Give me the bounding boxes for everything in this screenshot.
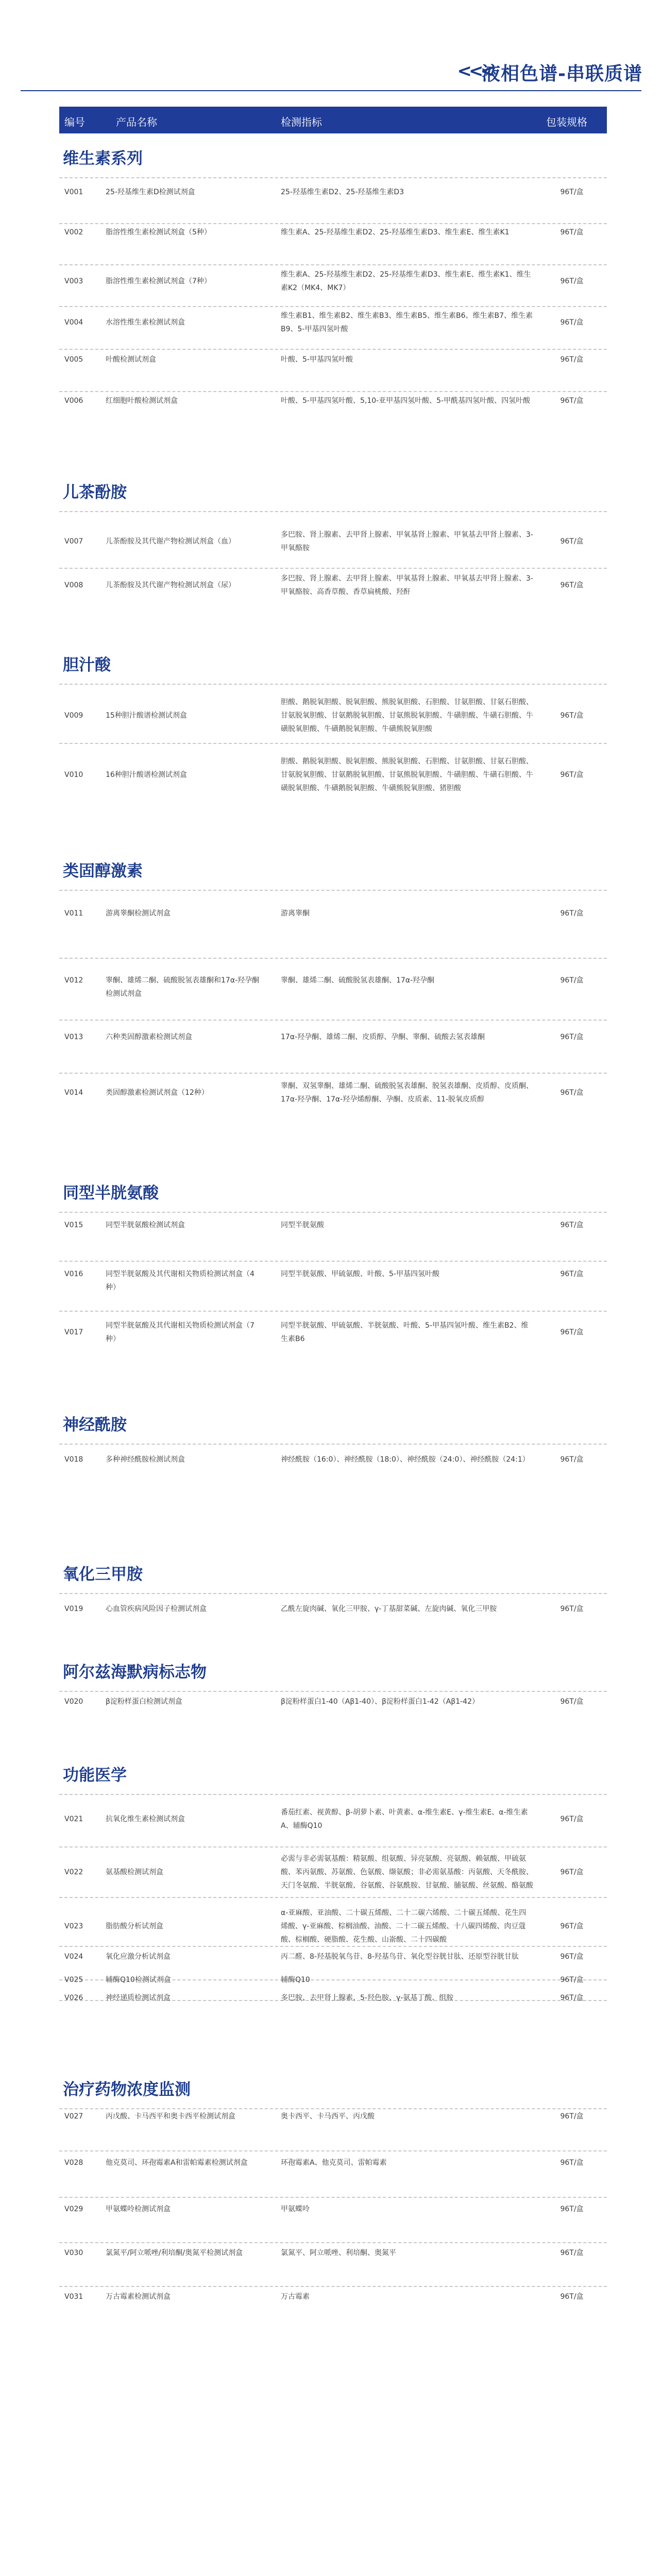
product-name: 同型半胱氨酸检测试剂盒 xyxy=(106,1221,185,1229)
row-divider xyxy=(59,958,607,959)
package-spec: 96T/盒 xyxy=(560,2205,584,2213)
test-items: 神经酰胺（16:0）、神经酰胺（18:0）、神经酰胺（24:0）、神经酰胺（24:1） xyxy=(281,1455,530,1464)
product-name: 25-羟基维生素D检测试剂盒 xyxy=(106,188,195,196)
row-divider xyxy=(59,2197,607,2198)
product-name: 游离睾酮检测试剂盒 xyxy=(106,909,171,918)
section-divider xyxy=(59,1593,607,1594)
product-code: V005 xyxy=(64,355,83,364)
test-items: 甲氨蝶呤 xyxy=(281,2205,310,2213)
test-items: 奥卡西平、卡马西平、丙戊酸 xyxy=(281,2112,375,2121)
package-spec: 96T/盒 xyxy=(560,1455,584,1464)
test-items: 维生素A、25-羟基维生素D2、25-羟基维生素D3、维生素E、维生素K1、维生素K2（MK4、MK7） xyxy=(281,270,531,292)
package-spec: 96T/盒 xyxy=(560,771,584,779)
product-name: 心血管疾病风险因子检测试剂盒 xyxy=(106,1605,207,1613)
product-code: V022 xyxy=(64,1868,83,1876)
product-name: 多种神经酰胺检测试剂盒 xyxy=(106,1455,185,1464)
product-name: 脂溶性维生素检测试剂盒（7种） xyxy=(106,277,211,285)
product-name: 辅酶Q10检测试剂盒 xyxy=(106,1976,171,1984)
product-code: V003 xyxy=(64,277,83,285)
section-divider xyxy=(59,1212,607,1213)
product-code: V006 xyxy=(64,397,83,405)
package-spec: 96T/盒 xyxy=(560,976,584,985)
product-name: 万古霉素检测试剂盒 xyxy=(106,2293,171,2301)
test-items: 多巴胺、肾上腺素、去甲肾上腺素、甲氧基肾上腺素、甲氧基去甲肾上腺素、3-甲氧酪胺、高香草酸、香草扁桃酸、羟酐 xyxy=(281,574,533,596)
product-name: 类固醇激素检测试剂盒（12种） xyxy=(106,1089,209,1097)
row-divider xyxy=(59,2242,607,2243)
test-items: 25-羟基维生素D2、25-羟基维生素D3 xyxy=(281,188,404,196)
product-code: V008 xyxy=(64,581,83,589)
product-name: 同型半胱氨酸及其代谢相关物质检测试剂盒（4种） xyxy=(106,1270,254,1292)
package-spec: 96T/盒 xyxy=(560,1953,584,1961)
product-name: 红细胞叶酸检测试剂盒 xyxy=(106,397,178,405)
row-divider xyxy=(59,391,607,392)
product-code: V031 xyxy=(64,2293,83,2301)
product-code: V023 xyxy=(64,1922,83,1930)
package-spec: 96T/盒 xyxy=(560,1605,584,1613)
test-items: 维生素A、25-羟基维生素D2、25-羟基维生素D3、维生素E、维生素K1 xyxy=(281,228,510,236)
product-code: V010 xyxy=(64,771,83,779)
product-code: V001 xyxy=(64,188,83,196)
section-title: 治疗药物浓度监测 xyxy=(63,2080,191,2099)
test-items: 乙酰左旋肉碱、氧化三甲胺、γ-丁基甜菜碱、左旋肉碱、氧化三甲胺 xyxy=(281,1605,497,1613)
product-code: V009 xyxy=(64,711,83,720)
section-title: 氧化三甲胺 xyxy=(63,1565,143,1584)
test-items: 叶酸、5-甲基四氢叶酸、5,10-亚甲基四氢叶酸、5-甲酰基四氢叶酸、四氢叶酸 xyxy=(281,397,531,405)
product-name: 他克莫司、环孢霉素A和雷帕霉素检测试剂盒 xyxy=(106,2159,248,2167)
product-code: V013 xyxy=(64,1033,83,1041)
product-code: V021 xyxy=(64,1815,83,1823)
section-divider xyxy=(59,684,607,685)
product-code: V024 xyxy=(64,1953,83,1961)
package-spec: 96T/盒 xyxy=(560,537,584,546)
section-title: 神经酰胺 xyxy=(63,1416,127,1434)
test-items: 叶酸、5-甲基四氢叶酸 xyxy=(281,355,353,364)
section-divider xyxy=(59,2108,607,2109)
test-items: 多巴胺、肾上腺素、去甲肾上腺素、甲氧基肾上腺素、甲氧基去甲肾上腺素、3-甲氧酪胺 xyxy=(281,531,533,552)
header-item: 检测指标 xyxy=(281,116,322,128)
package-spec: 96T/盒 xyxy=(560,397,584,405)
section-divider xyxy=(59,1794,607,1795)
product-name: 儿茶酚胺及其代谢产物检测试剂盒（尿） xyxy=(106,581,235,589)
product-code: V007 xyxy=(64,537,83,546)
test-items: 辅酶Q10 xyxy=(281,1976,310,1984)
product-code: V027 xyxy=(64,2112,83,2121)
row-divider xyxy=(59,1261,607,1262)
test-items: 睾酮、雄烯二酮、硫酸脱氢表雄酮、17α-羟孕酮 xyxy=(281,976,435,985)
test-items: 必需与非必需氨基酸：精氨酸、组氨酸、异亮氨酸、亮氨酸、赖氨酸、甲硫氨酸、苯丙氨酸、苏氨酸、色氨酸、缬氨酸；非必需氨基酸：丙氨酸、天冬酰胺、天门冬氨酸、半胱氨酸、谷氨酸、谷氨酰胺、甘氨酸、脯氨酸、丝氨酸、酪氨酸 xyxy=(281,1855,533,1890)
package-spec: 96T/盒 xyxy=(560,1994,584,2002)
product-code: V028 xyxy=(64,2159,83,2167)
row-divider xyxy=(59,1846,607,1848)
test-items: 游离睾酮 xyxy=(281,909,310,918)
test-items: 氯氮平、阿立哌唑、利培酮、奥氮平 xyxy=(281,2249,396,2257)
package-spec: 96T/盒 xyxy=(560,1815,584,1823)
test-items: 同型半胱氨酸、甲硫氨酸、半胱氨酸、叶酸、5-甲基四氢叶酸、维生素B2、维生素B6 xyxy=(281,1321,529,1343)
package-spec: 96T/盒 xyxy=(560,188,584,196)
package-spec: 96T/盒 xyxy=(560,1221,584,1229)
product-code: V015 xyxy=(64,1221,83,1229)
test-items: β淀粉样蛋白1-40（Aβ1-40）、β淀粉样蛋白1-42（Aβ1-42） xyxy=(281,1698,479,1706)
package-spec: 96T/盒 xyxy=(560,2112,584,2121)
package-spec: 96T/盒 xyxy=(560,355,584,364)
row-divider xyxy=(59,1020,607,1021)
test-items: 17α-羟孕酮、雄烯二酮、皮质醇、孕酮、睾酮、硫酸去氢表雄酮 xyxy=(281,1033,485,1041)
product-code: V019 xyxy=(64,1605,83,1613)
header-divider xyxy=(21,90,641,91)
product-code: V030 xyxy=(64,2249,83,2257)
section-divider xyxy=(59,511,607,512)
row-divider xyxy=(59,264,607,265)
package-spec: 96T/盒 xyxy=(560,318,584,327)
test-items: 多巴胺、去甲肾上腺素、5-羟色胺、γ-氨基丁酸、组胺 xyxy=(281,1994,454,2002)
product-code: V014 xyxy=(64,1089,83,1097)
section-divider xyxy=(59,890,607,891)
product-code: V029 xyxy=(64,2205,83,2213)
product-code: V026 xyxy=(64,1994,83,2002)
row-divider xyxy=(59,1073,607,1074)
product-name: 15种胆汁酸谱检测试剂盒 xyxy=(106,711,187,720)
table-header xyxy=(59,107,607,133)
header-code: 编号 xyxy=(64,116,85,128)
product-code: V025 xyxy=(64,1976,83,1984)
product-name: 脂溶性维生素检测试剂盒（5种） xyxy=(106,228,211,236)
section-title: 阿尔兹海默病标志物 xyxy=(63,1663,207,1682)
package-spec: 96T/盒 xyxy=(560,909,584,918)
package-spec: 96T/盒 xyxy=(560,1976,584,1984)
product-name: 同型半胱氨酸及其代谢相关物质检测试剂盒（7种） xyxy=(106,1321,254,1343)
product-name: β淀粉样蛋白检测试剂盒 xyxy=(106,1698,182,1706)
test-items: 同型半胱氨酸、甲硫氨酸、叶酸、5-甲基四氢叶酸 xyxy=(281,1270,439,1278)
test-items: 睾酮、双氢睾酮、雄烯二酮、硫酸脱氢表雄酮、脱氢表雄酮、皮质醇、皮质酮、17α-羟孕酮、17α-羟孕烯醇酮、孕酮、皮质素、11-脱氧皮质醇 xyxy=(281,1082,533,1104)
test-items: 万古霉素 xyxy=(281,2293,310,2301)
row-divider xyxy=(59,1897,607,1898)
section-divider xyxy=(59,1691,607,1692)
product-name: 六种类固醇激素检测试剂盒 xyxy=(106,1033,192,1041)
test-items: 番茄红素、视黄醇、β-胡萝卜素、叶黄素、α-维生素E、γ-维生素E、α-维生素A、辅酶Q10 xyxy=(281,1808,528,1830)
product-name: 脂肪酸分析试剂盒 xyxy=(106,1922,163,1930)
package-spec: 96T/盒 xyxy=(560,1033,584,1041)
row-divider xyxy=(59,2150,607,2151)
product-code: V017 xyxy=(64,1328,83,1336)
product-code: V011 xyxy=(64,909,83,918)
product-code: V012 xyxy=(64,976,83,985)
package-spec: 96T/盒 xyxy=(560,2249,584,2257)
product-name: 氯氮平/阿立哌唑/利培酮/奥氮平检测试剂盒 xyxy=(106,2249,243,2257)
section-title: 功能医学 xyxy=(63,1766,127,1785)
package-spec: 96T/盒 xyxy=(560,277,584,285)
product-name: 叶酸检测试剂盒 xyxy=(106,355,156,364)
product-name: 16种胆汁酸谱检测试剂盒 xyxy=(106,771,187,779)
row-divider xyxy=(59,2286,607,2287)
package-spec: 96T/盒 xyxy=(560,2159,584,2167)
page-title: 液相色谱-串联质谱 xyxy=(482,63,642,84)
section-title: 类固醇激素 xyxy=(63,862,143,880)
product-name: 氧化应激分析试剂盒 xyxy=(106,1953,171,1961)
product-name: 氨基酸检测试剂盒 xyxy=(106,1868,163,1876)
chevron-icon: <<< xyxy=(457,61,492,81)
package-spec: 96T/盒 xyxy=(560,1089,584,1097)
section-title: 维生素系列 xyxy=(63,149,143,168)
row-divider xyxy=(59,223,607,224)
package-spec: 96T/盒 xyxy=(560,581,584,589)
product-code: V002 xyxy=(64,228,83,236)
row-divider xyxy=(59,349,607,350)
row-divider xyxy=(59,568,607,569)
section-title: 儿茶酚胺 xyxy=(63,483,127,502)
test-items: 胆酸、鹅脱氧胆酸、脱氧胆酸、熊脱氧胆酸、石胆酸、甘氨胆酸、甘氨石胆酸、甘氨脱氧胆酸、甘氨鹅脱氧胆酸、甘氨熊脱氧胆酸、牛磺胆酸、牛磺石胆酸、牛磺脱氧胆酸、牛磺鹅脱氧胆酸、牛磺熊脱氧胆酸 xyxy=(281,698,533,733)
product-code: V004 xyxy=(64,318,83,327)
product-name: 水溶性维生素检测试剂盒 xyxy=(106,318,185,327)
package-spec: 96T/盒 xyxy=(560,1698,584,1706)
package-spec: 96T/盒 xyxy=(560,228,584,236)
product-code: V018 xyxy=(64,1455,83,1464)
section-title: 胆汁酸 xyxy=(63,656,111,674)
product-name: 甲氨蝶呤检测试剂盒 xyxy=(106,2205,171,2213)
test-items: α-亚麻酸、亚油酸、二十碳五烯酸、二十二碳六烯酸、二十碳五烯酸、花生四烯酸、γ-亚麻酸、棕榈油酸、油酸、二十二碳五烯酸、十八碳四烯酸、肉豆蔻酸、棕榈酸、硬脂酸、花生酸、山嵛酸、二十四碳酸 xyxy=(281,1909,527,1944)
product-code: V020 xyxy=(64,1698,83,1706)
product-name: 儿茶酚胺及其代谢产物检测试剂盒（血） xyxy=(106,537,235,546)
row-divider xyxy=(59,306,607,307)
product-code: V016 xyxy=(64,1270,83,1278)
product-name: 抗氧化维生素检测试剂盒 xyxy=(106,1815,185,1823)
package-spec: 96T/盒 xyxy=(560,1868,584,1876)
product-name: 神经递质检测试剂盒 xyxy=(106,1994,171,2002)
section-divider xyxy=(59,1444,607,1445)
test-items: 环孢霉素A、他克莫司、雷帕霉素 xyxy=(281,2159,387,2167)
test-items: 丙二醛、8-羟基脱氧鸟苷、8-羟基鸟苷、氧化型谷胱甘肽、还原型谷胱甘肽 xyxy=(281,1953,519,1961)
package-spec: 96T/盒 xyxy=(560,1922,584,1930)
row-divider xyxy=(59,1946,607,1947)
section-divider xyxy=(59,177,607,178)
package-spec: 96T/盒 xyxy=(560,711,584,720)
row-divider xyxy=(59,1311,607,1312)
package-spec: 96T/盒 xyxy=(560,1328,584,1336)
header-spec: 包装规格 xyxy=(546,116,587,128)
package-spec: 96T/盒 xyxy=(560,1270,584,1278)
package-spec: 96T/盒 xyxy=(560,2293,584,2301)
product-name: 丙戊酸、卡马西平和奥卡西平检测试剂盒 xyxy=(106,2112,235,2121)
test-items: 胆酸、鹅脱氧胆酸、脱氧胆酸、熊脱氧胆酸、石胆酸、甘氨胆酸、甘氨石胆酸、甘氨脱氧胆酸、甘氨鹅脱氧胆酸、甘氨熊脱氧胆酸、牛磺胆酸、牛磺石胆酸、牛磺脱氧胆酸、牛磺鹅脱氧胆酸、牛磺熊脱氧胆酸、猪胆酸 xyxy=(281,757,533,792)
row-divider xyxy=(59,743,607,744)
test-items: 同型半胱氨酸 xyxy=(281,1221,324,1229)
product-name: 睾酮、雄烯二酮、硫酸脱氢表雄酮和17α-羟孕酮检测试剂盒 xyxy=(106,976,260,998)
header-name: 产品名称 xyxy=(116,116,157,128)
test-items: 维生素B1、维生素B2、维生素B3、维生素B5、维生素B6、维生素B7、维生素B9、5-甲基四氢叶酸 xyxy=(281,312,533,333)
section-title: 同型半胱氨酸 xyxy=(63,1184,159,1202)
